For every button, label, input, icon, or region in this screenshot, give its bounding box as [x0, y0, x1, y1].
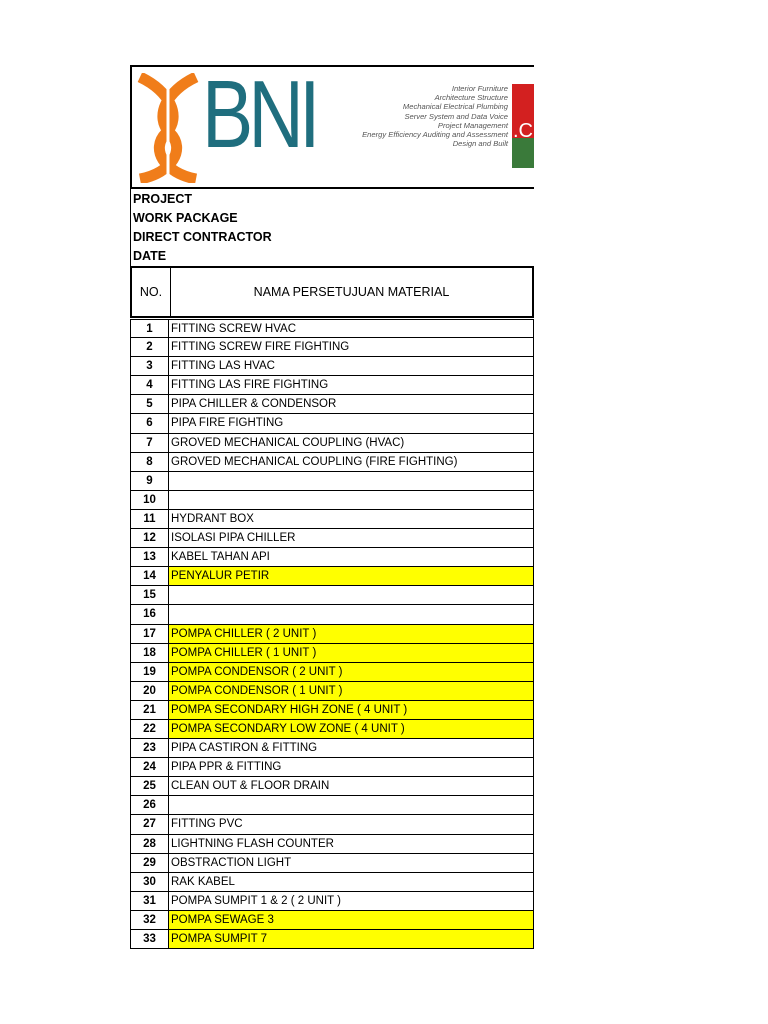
- table-row: [131, 453, 534, 472]
- material-name: FITTING SCREW FIRE FIGHTING: [169, 338, 534, 356]
- material-name: FITTING LAS FIRE FIGHTING: [169, 376, 534, 394]
- row-number: 23: [131, 739, 169, 757]
- service-item: Interior Furniture: [451, 84, 508, 93]
- row-number: 11: [131, 510, 169, 528]
- table-row: [131, 491, 534, 510]
- table-row: [131, 873, 534, 892]
- table-row: [131, 395, 534, 414]
- table-row: [131, 434, 534, 453]
- table-row: [131, 777, 534, 796]
- date-label: DATE: [133, 249, 167, 263]
- row-number: 30: [131, 873, 169, 891]
- table-row: [131, 586, 534, 605]
- table-header: [130, 266, 534, 318]
- work-package-label: WORK PACKAGE: [133, 211, 238, 225]
- material-name: [169, 491, 534, 509]
- material-name: RAK KABEL: [169, 873, 534, 891]
- table-row: [131, 644, 534, 663]
- table-row: [131, 911, 534, 930]
- table-row: [131, 605, 534, 624]
- row-number: 18: [131, 644, 169, 662]
- table-row: [131, 510, 534, 529]
- material-name: FITTING PVC: [169, 815, 534, 833]
- table-row: [131, 892, 534, 911]
- row-number: 13: [131, 548, 169, 566]
- material-name: ISOLASI PIPA CHILLER: [169, 529, 534, 547]
- material-name: [169, 586, 534, 604]
- material-approval-sheet: [130, 65, 534, 949]
- row-number: 12: [131, 529, 169, 547]
- service-item: Design and Built: [452, 139, 508, 149]
- table-row: [131, 567, 534, 586]
- row-number: 9: [131, 472, 169, 490]
- table-row: [131, 701, 534, 720]
- service-item: Energy Efficiency Auditing and Assessment: [362, 130, 508, 140]
- table-body: [130, 319, 534, 949]
- row-number: 24: [131, 758, 169, 776]
- material-name: KABEL TAHAN API: [169, 548, 534, 566]
- material-name: [169, 472, 534, 490]
- row-number: 4: [131, 376, 169, 394]
- row-number: 19: [131, 663, 169, 681]
- project-label: PROJECT: [133, 192, 193, 206]
- material-name: POMPA SECONDARY HIGH ZONE ( 4 UNIT ): [169, 701, 534, 719]
- project-info: [130, 189, 534, 266]
- row-number: 10: [131, 491, 169, 509]
- row-number: 14: [131, 567, 169, 585]
- material-name: POMPA SUMPIT 1 & 2 ( 2 UNIT ): [169, 892, 534, 910]
- table-row: [131, 796, 534, 815]
- row-number: 20: [131, 682, 169, 700]
- row-number: 33: [131, 930, 169, 948]
- service-item: Server System and Data Voice: [404, 111, 508, 121]
- service-item: Architecture Structure: [434, 93, 508, 103]
- table-row: [131, 338, 534, 357]
- material-name: PIPA CHILLER & CONDENSOR: [169, 395, 534, 413]
- table-row: [131, 663, 534, 682]
- row-number: 16: [131, 605, 169, 623]
- row-number: 32: [131, 911, 169, 929]
- material-name: LIGHTNING FLASH COUNTER: [169, 835, 534, 853]
- row-number: 29: [131, 854, 169, 872]
- row-number: 31: [131, 892, 169, 910]
- row-number: 17: [131, 625, 169, 643]
- material-name: [169, 605, 534, 623]
- material-name: POMPA CONDENSOR ( 2 UNIT ): [169, 663, 534, 681]
- material-name: OBSTRACTION LIGHT: [169, 854, 534, 872]
- material-name: PENYALUR PETIR: [169, 567, 534, 585]
- material-name: GROVED MECHANICAL COUPLING (FIRE FIGHTING): [169, 453, 534, 471]
- table-row: [131, 835, 534, 854]
- company-badge-text: .C: [513, 120, 533, 142]
- row-number: 2: [131, 338, 169, 356]
- header-logo-area: [130, 65, 534, 189]
- table-row: [131, 548, 534, 567]
- table-row: [131, 854, 534, 873]
- material-name: PIPA PPR & FITTING: [169, 758, 534, 776]
- material-name: PIPA CASTIRON & FITTING: [169, 739, 534, 757]
- table-row: [131, 376, 534, 395]
- table-row: [131, 472, 534, 491]
- material-name: POMPA CHILLER ( 2 UNIT ): [169, 625, 534, 643]
- material-name: FITTING LAS HVAC: [169, 357, 534, 375]
- table-row: [131, 319, 534, 338]
- service-item: Mechanical Electrical Plumbing: [402, 102, 508, 112]
- material-name: POMPA SECONDARY LOW ZONE ( 4 UNIT ): [169, 720, 534, 738]
- row-number: 6: [131, 414, 169, 432]
- material-name: CLEAN OUT & FLOOR DRAIN: [169, 777, 534, 795]
- bni-logo-mark-icon: [136, 73, 200, 183]
- row-number: 7: [131, 434, 169, 452]
- row-number: 3: [131, 357, 169, 375]
- material-name: POMPA SEWAGE 3: [169, 911, 534, 929]
- service-item: Project Management: [437, 120, 508, 130]
- table-row: [131, 529, 534, 548]
- column-header-no: NO.: [132, 268, 171, 316]
- table-row: [131, 758, 534, 777]
- row-number: 25: [131, 777, 169, 795]
- material-name: POMPA CHILLER ( 1 UNIT ): [169, 644, 534, 662]
- material-name: FITTING SCREW HVAC: [169, 320, 534, 337]
- material-name: POMPA SUMPIT 7: [169, 930, 534, 948]
- material-name: PIPA FIRE FIGHTING: [169, 414, 534, 432]
- direct-contractor-label: DIRECT CONTRACTOR: [133, 230, 272, 244]
- row-number: 26: [131, 796, 169, 814]
- table-row: [131, 720, 534, 739]
- table-row: [131, 930, 534, 949]
- row-number: 22: [131, 720, 169, 738]
- row-number: 28: [131, 835, 169, 853]
- material-name: GROVED MECHANICAL COUPLING (HVAC): [169, 434, 534, 452]
- services-list: [352, 84, 508, 148]
- row-number: 1: [131, 320, 169, 337]
- row-number: 15: [131, 586, 169, 604]
- material-name: HYDRANT BOX: [169, 510, 534, 528]
- table-row: [131, 739, 534, 758]
- table-row: [131, 414, 534, 433]
- row-number: 5: [131, 395, 169, 413]
- table-row: [131, 357, 534, 376]
- row-number: 21: [131, 701, 169, 719]
- column-header-name: NAMA PERSETUJUAN MATERIAL: [253, 285, 450, 299]
- table-row: [131, 815, 534, 834]
- table-row: [131, 625, 534, 644]
- bni-logo-text: BNI: [202, 65, 316, 168]
- material-name: POMPA CONDENSOR ( 1 UNIT ): [169, 682, 534, 700]
- row-number: 8: [131, 453, 169, 471]
- table-row: [131, 682, 534, 701]
- row-number: 27: [131, 815, 169, 833]
- material-name: [169, 796, 534, 814]
